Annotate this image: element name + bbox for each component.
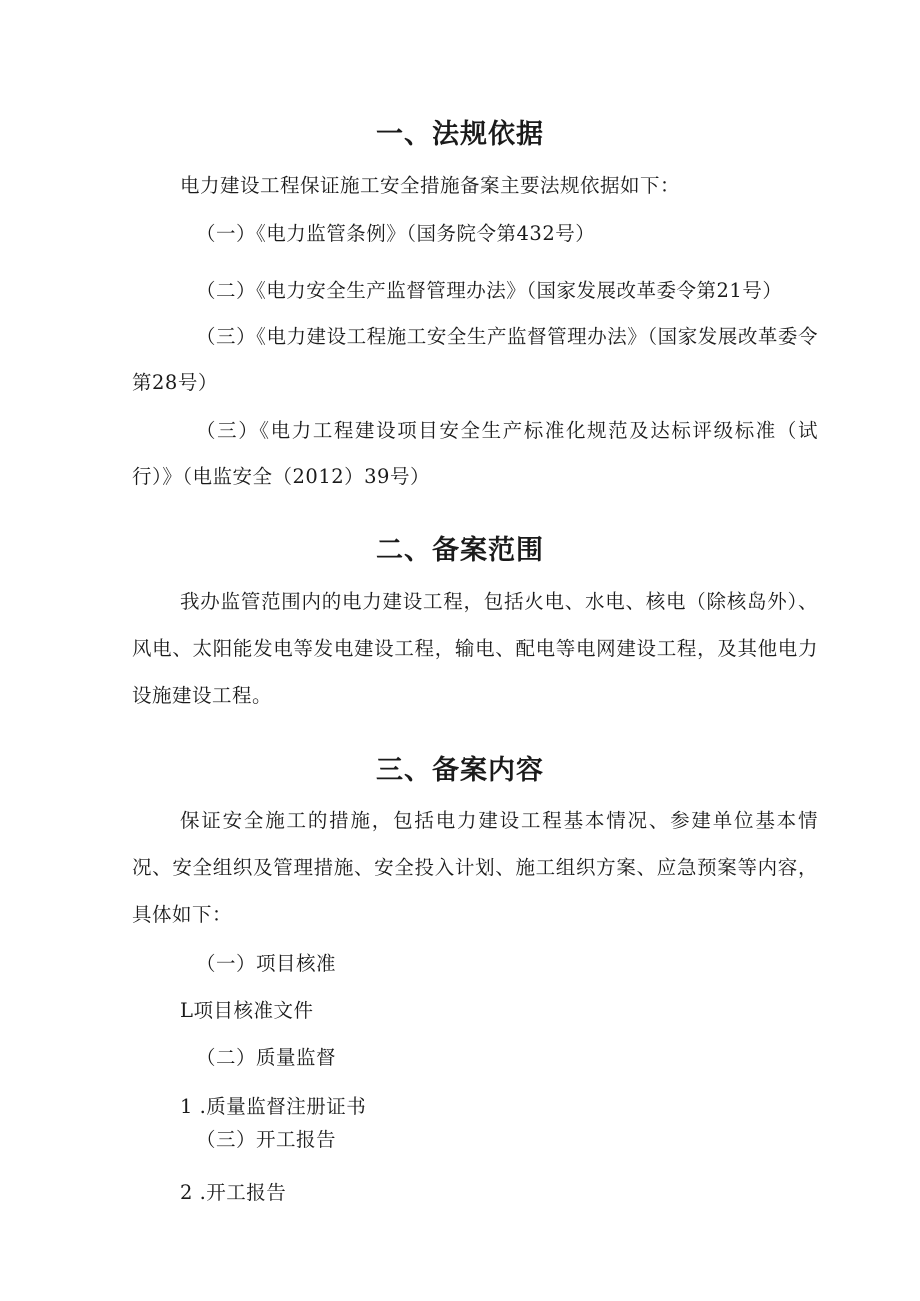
content-item-3: （二）质量监督 xyxy=(196,1046,337,1069)
content-item-2: L项目核准文件 xyxy=(180,999,314,1022)
regulation-item-4: （三）《电力工程建设项目安全生产标准化规范及达标评级标准（试行）》（电监安全（2012）39号） xyxy=(132,419,818,488)
section-heading-1: 一、法规依据 xyxy=(376,119,544,150)
regulation-item-1: （一）《电力监管条例》（国务院令第432号） xyxy=(196,222,596,245)
regulation-item-3: （三）《电力建设工程施工安全生产监督管理办法》（国家发展改革委令第28号） xyxy=(132,325,818,394)
regulation-item-2: （二）《电力安全生产监督管理办法》（国家发展改革委令第21号） xyxy=(196,279,783,302)
content-item-4: 1 .质量监督注册证书 xyxy=(180,1095,367,1118)
content-item-6: 2 .开工报告 xyxy=(180,1181,287,1204)
content-item-5: （三）开工报告 xyxy=(196,1128,337,1151)
content-item-1: （一）项目核准 xyxy=(196,952,337,975)
section-heading-2: 二、备案范围 xyxy=(376,535,544,566)
section-heading-3: 三、备案内容 xyxy=(376,755,544,786)
section-1-intro: 电力建设工程保证施工安全措施备案主要法规依据如下： xyxy=(180,174,681,197)
section-3-body: 保证安全施工的措施，包括电力建设工程基本情况、参建单位基本情况、安全组织及管理措施、安全投入计划、施工组织方案、应急预案等内容，具体如下： xyxy=(132,809,818,926)
section-2-body: 我办监管范围内的电力建设工程，包括火电、水电、核电（除核岛外）、风电、太阳能发电等发电建设工程，输电、配电等电网建设工程，及其他电力设施建设工程。 xyxy=(132,590,818,707)
